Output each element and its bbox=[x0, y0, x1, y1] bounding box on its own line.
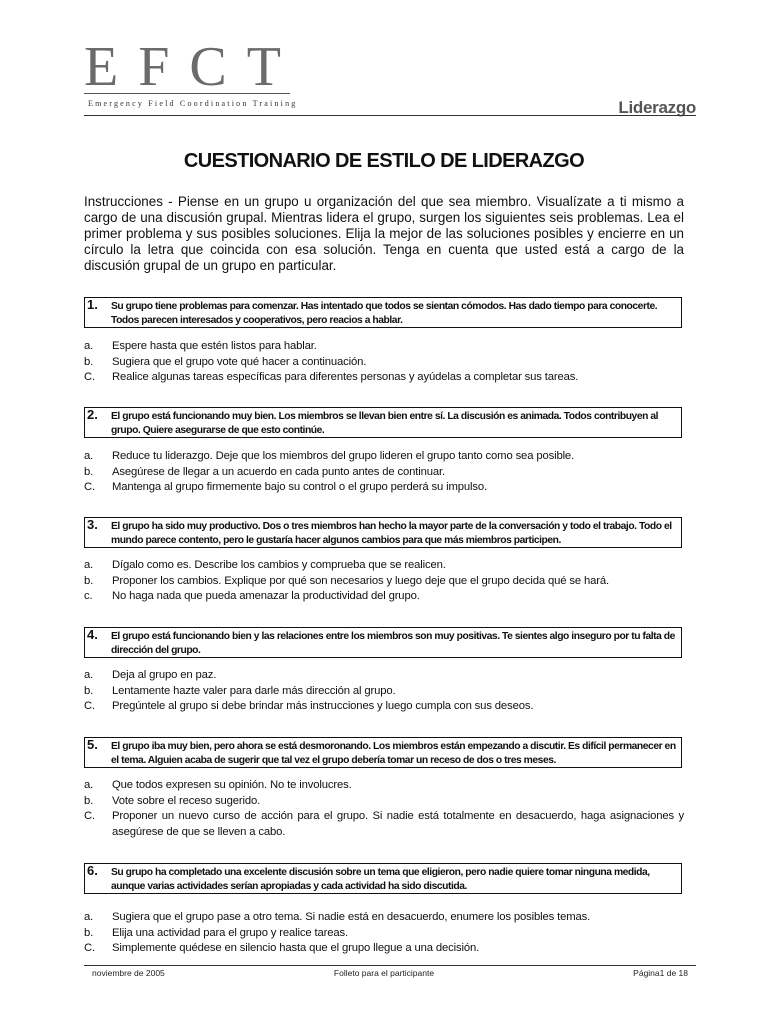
option-letter: C. bbox=[84, 700, 95, 712]
option-letter: a. bbox=[84, 669, 94, 681]
question-number: 2. bbox=[87, 407, 98, 422]
answer-option[interactable] bbox=[84, 926, 684, 942]
option-letter: b. bbox=[84, 794, 94, 807]
option-text: Asegúrese de llegar a un acuerdo en cada punto antes de continuar. bbox=[112, 465, 446, 478]
answer-option[interactable] bbox=[84, 910, 684, 926]
answer-option[interactable] bbox=[84, 589, 684, 605]
answer-option[interactable] bbox=[84, 809, 684, 840]
option-text: Simplemente quédese en silencio hasta que el grupo llegue a una decisión. bbox=[112, 942, 480, 954]
answer-option[interactable] bbox=[84, 778, 684, 794]
footer-divider bbox=[84, 965, 696, 966]
efct-logo: EFCT bbox=[84, 36, 301, 98]
answer-list-3 bbox=[84, 558, 684, 605]
option-text: Proponer los cambios. Explique por qué son necesarios y luego deje que el grupo decida qué se hará. bbox=[112, 574, 609, 587]
option-text: Realice algunas tareas específicas para diferentes personas y ayúdelas a completar sus tareas. bbox=[112, 371, 579, 383]
logo-underline bbox=[84, 93, 290, 94]
question-number: 6. bbox=[87, 863, 98, 878]
question-box-1 bbox=[84, 297, 682, 328]
answer-option[interactable] bbox=[84, 449, 684, 465]
option-text: Reduce tu liderazgo. Deje que los miembros del grupo lideren el grupo tanto como sea posible. bbox=[112, 450, 575, 462]
option-letter: b. bbox=[84, 465, 94, 478]
question-box-6 bbox=[84, 863, 682, 894]
question-number: 1. bbox=[87, 297, 98, 312]
question-text: El grupo ha sido muy productivo. Dos o tres miembros han hecho la mayor parte de la conversación y todo el trabajo. Todo el mundo parece contento, pero le gustaría hacer algunos cambios para que más miembros participen. bbox=[111, 521, 672, 546]
answer-option[interactable] bbox=[84, 794, 684, 810]
option-letter: C. bbox=[84, 810, 95, 822]
option-letter: C. bbox=[84, 942, 95, 954]
option-letter: C. bbox=[84, 371, 95, 383]
option-letter: a. bbox=[84, 559, 94, 571]
option-letter: c. bbox=[84, 590, 93, 602]
option-letter: a. bbox=[84, 450, 94, 462]
footer-page-number: Página1 de 18 bbox=[633, 968, 688, 978]
option-text: Pregúntele al grupo si debe brindar más instrucciones y luego cumpla con sus deseos. bbox=[112, 700, 534, 712]
option-letter: C. bbox=[84, 481, 95, 493]
question-text: Su grupo ha completado una excelente discusión sobre un tema que eligieron, pero nadie quiere tomar ninguna medida, aunque varias actividades serían apropiadas y cada actividad ha sido discutida. bbox=[111, 867, 650, 892]
option-text: Deja al grupo en paz. bbox=[112, 669, 217, 681]
section-tag: Liderazgo bbox=[618, 98, 696, 117]
answer-option[interactable] bbox=[84, 941, 684, 957]
answer-list-6 bbox=[84, 910, 684, 957]
answer-option[interactable] bbox=[84, 339, 684, 355]
answer-option[interactable] bbox=[84, 684, 684, 700]
question-number: 4. bbox=[87, 627, 98, 642]
option-letter: a. bbox=[84, 779, 94, 791]
option-letter: a. bbox=[84, 911, 94, 923]
option-text: Dígalo como es. Describe los cambios y comprueba que se realicen. bbox=[112, 559, 446, 571]
question-box-5 bbox=[84, 737, 682, 768]
logo-subtitle: Emergency Field Coordination Training bbox=[88, 99, 298, 108]
question-box-2 bbox=[84, 407, 682, 438]
question-box-3 bbox=[84, 517, 682, 548]
question-text: El grupo está funcionando muy bien. Los miembros se llevan bien entre sí. La discusión es animada. Todos contribuyen al grupo. Quiere asegurarse de que esto continúe. bbox=[111, 411, 659, 436]
page-title: CUESTIONARIO DE ESTILO DE LIDERAZGO bbox=[183, 150, 585, 172]
option-letter: b. bbox=[84, 926, 94, 939]
footer-date: noviembre de 2005 bbox=[92, 968, 165, 978]
question-text: Su grupo tiene problemas para comenzar. Has intentado que todos se sientan cómodos. Has dado tiempo para conocerte. Todos parecen interesados y cooperativos, pero reacios a hablar. bbox=[111, 301, 658, 326]
header-divider bbox=[84, 115, 696, 116]
option-letter: b. bbox=[84, 574, 94, 587]
option-text: Lentamente hazte valer para darle más dirección al grupo. bbox=[112, 684, 396, 697]
answer-option[interactable] bbox=[84, 370, 684, 386]
instructions-paragraph: Instrucciones - Piense en un grupo u organización del que sea miembro. Visualízate a ti mismo a cargo de una discusión grupal. Mientras lidera el grupo, surgen los siguientes seis problemas. Lea el primer problema y sus posibles soluciones. Elija la mejor de las soluciones posibles y encierre en un círculo la letra que coincida con esa solución. Tenga en cuenta que usted está a cargo de la discusión grupal de un grupo en particular. bbox=[84, 194, 684, 273]
question-text: El grupo iba muy bien, pero ahora se está desmoronando. Los miembros están empezando a discutir. Es difícil permanecer en el tema. Alguien acaba de sugerir que tal vez el grupo debería tomar un receso de dos o tres meses. bbox=[111, 741, 676, 766]
option-text: Elija una actividad para el grupo y realice tareas. bbox=[112, 926, 349, 939]
option-letter: a. bbox=[84, 340, 94, 352]
option-text: Espere hasta que estén listos para hablar. bbox=[112, 340, 317, 352]
answer-option[interactable] bbox=[84, 465, 684, 481]
question-text: El grupo está funcionando bien y las relaciones entre los miembros son muy positivas. Te sientes algo inseguro por tu falta de dirección del grupo. bbox=[111, 631, 675, 656]
question-box-4 bbox=[84, 627, 682, 658]
answer-list-4 bbox=[84, 668, 684, 715]
question-number: 3. bbox=[87, 517, 98, 532]
option-text: Que todos expresen su opinión. No te involucres. bbox=[112, 779, 352, 791]
option-text: Vote sobre el receso sugerido. bbox=[112, 794, 261, 807]
answer-option[interactable] bbox=[84, 699, 684, 715]
option-letter: b. bbox=[84, 355, 94, 368]
footer-center-text: Folleto para el participante bbox=[333, 968, 435, 978]
answer-list-2 bbox=[84, 449, 684, 496]
option-text: Proponer un nuevo curso de acción para el grupo. Si nadie está totalmente en desacuerdo, haga asignaciones y asegúrese de que se lleven a cabo. bbox=[112, 810, 684, 838]
option-letter: b. bbox=[84, 684, 94, 697]
option-text: No haga nada que pueda amenazar la productividad del grupo. bbox=[112, 590, 420, 602]
answer-option[interactable] bbox=[84, 668, 684, 684]
answer-option[interactable] bbox=[84, 355, 684, 371]
answer-option[interactable] bbox=[84, 574, 684, 590]
option-text: Sugiera que el grupo pase a otro tema. Si nadie está en desacuerdo, enumere los posibles temas. bbox=[112, 911, 591, 923]
option-text: Sugiera que el grupo vote qué hacer a continuación. bbox=[112, 355, 367, 368]
question-number: 5. bbox=[87, 737, 98, 752]
answer-option[interactable] bbox=[84, 480, 684, 496]
answer-option[interactable] bbox=[84, 558, 684, 574]
answer-list-1 bbox=[84, 339, 684, 386]
option-text: Mantenga al grupo firmemente bajo su control o el grupo perderá su impulso. bbox=[112, 481, 487, 493]
answer-list-5 bbox=[84, 778, 684, 840]
